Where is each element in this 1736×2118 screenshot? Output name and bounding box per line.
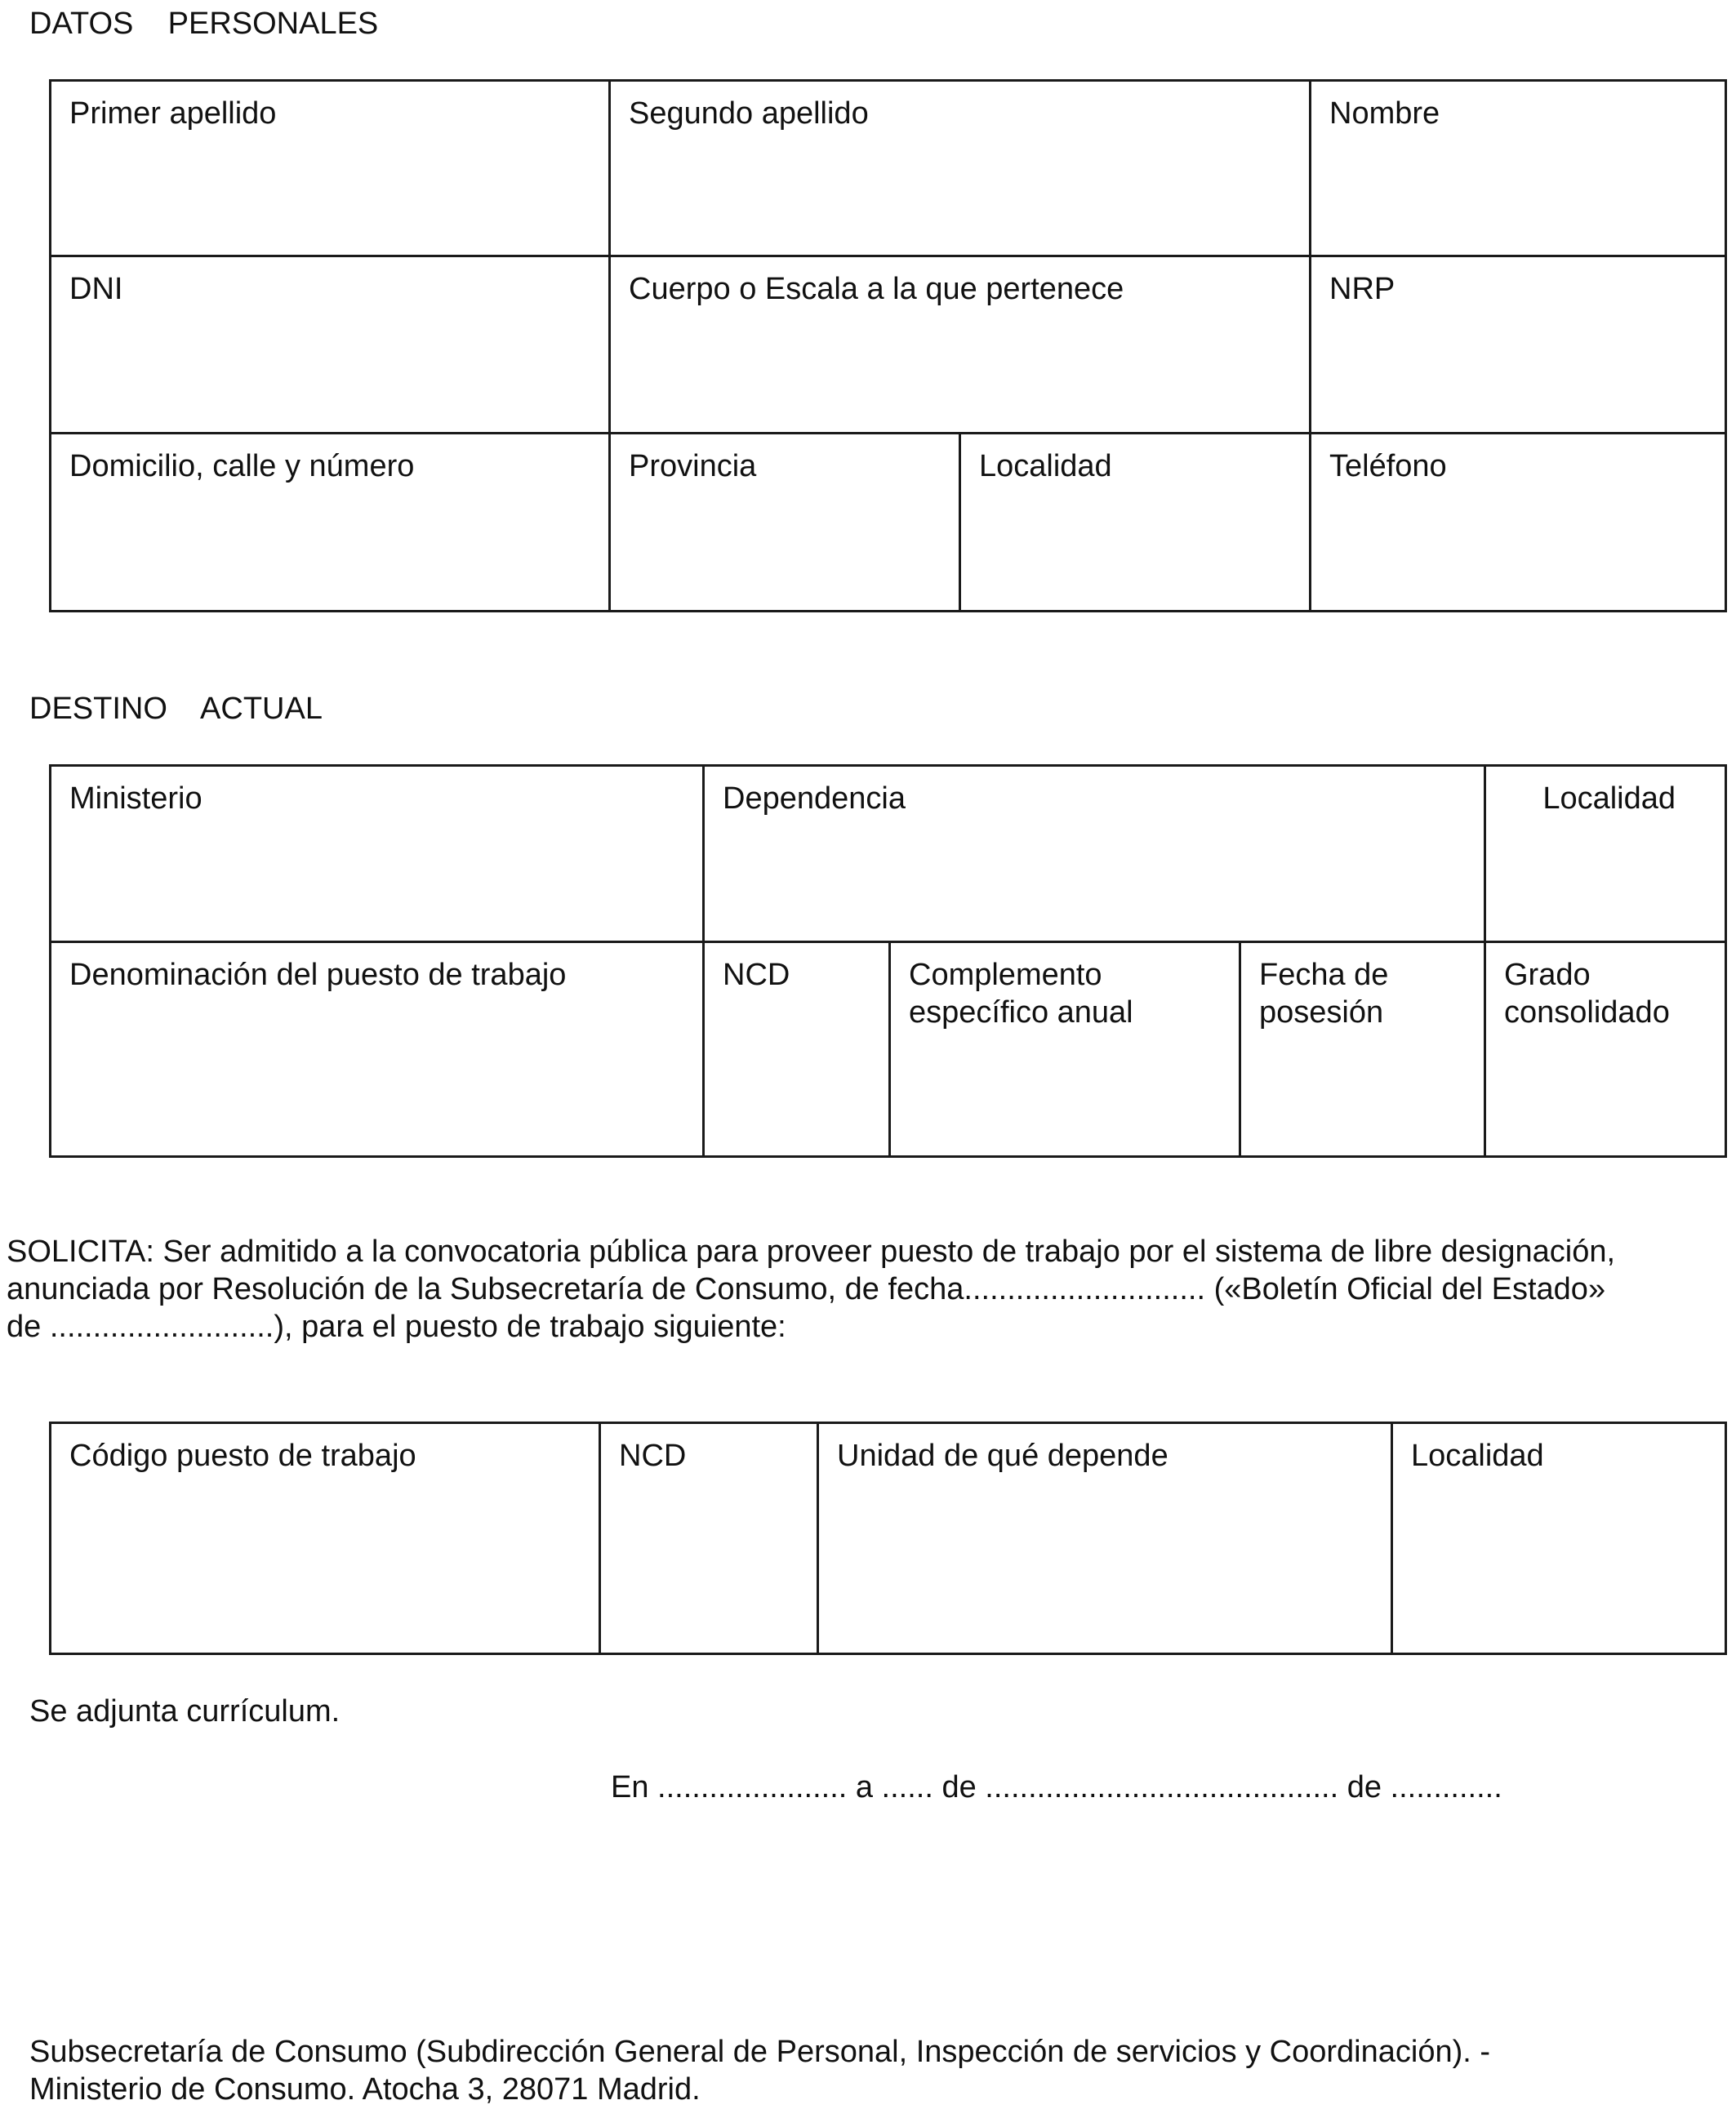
field-fecha-posesion[interactable]	[1239, 941, 1486, 1158]
label-telefono: Teléfono	[1329, 449, 1447, 483]
label-segundo-apellido: Segundo apellido	[629, 96, 869, 131]
field-dni[interactable]	[49, 255, 611, 434]
label-codigo-puesto: Código puesto de trabajo	[69, 1439, 416, 1473]
field-nrp[interactable]	[1309, 255, 1727, 434]
label-grado-consolidado: Grado consolidado	[1504, 958, 1670, 1030]
field-segundo-apellido[interactable]	[608, 79, 1311, 257]
label-ministerio: Ministerio	[69, 781, 203, 816]
solicita-paragraph: SOLICITA: Ser admitido a la convocatoria pública para proveer puesto de trabajo por el sistema de libre designación, anunciada por Resolución de la Subsecretaría de Consumo, de fecha............................ («Boletín Oficial del Estado» de ..........................), para el puesto de trabajo siguiente:	[7, 1235, 1616, 1344]
label-ncd-destino: NCD	[723, 958, 790, 992]
field-cuerpo-escala[interactable]	[608, 255, 1311, 434]
field-localidad-destino[interactable]	[1484, 764, 1727, 943]
label-cuerpo-escala: Cuerpo o Escala a la que pertenece	[629, 272, 1124, 306]
field-ncd-destino[interactable]	[702, 941, 891, 1158]
label-localidad-puesto: Localidad	[1411, 1439, 1544, 1473]
field-domicilio[interactable]	[49, 432, 611, 612]
section-title-destino-actual: DESTINO ACTUAL	[29, 692, 323, 726]
field-nombre[interactable]	[1309, 79, 1727, 257]
label-fecha-posesion: Fecha de posesión	[1259, 958, 1389, 1030]
field-provincia[interactable]	[608, 432, 961, 612]
label-denominacion-puesto: Denominación del puesto de trabajo	[69, 958, 567, 992]
footer-address: Subsecretaría de Consumo (Subdirección General de Personal, Inspección de servicios y Coordinación). - Ministerio de Consumo. Atocha 3, 28071 Madrid.	[29, 2035, 1491, 2107]
label-domicilio: Domicilio, calle y número	[69, 449, 415, 483]
lugar-fecha-line: En ...................... a ...... de ......................................... de .............	[611, 1770, 1502, 1804]
field-ncd-puesto[interactable]	[599, 1422, 819, 1655]
field-primer-apellido[interactable]	[49, 79, 611, 257]
field-grado-consolidado[interactable]	[1484, 941, 1727, 1158]
field-complemento-especifico[interactable]	[888, 941, 1241, 1158]
field-telefono[interactable]	[1309, 432, 1727, 612]
field-codigo-puesto[interactable]	[49, 1422, 601, 1655]
field-localidad-puesto[interactable]	[1391, 1422, 1727, 1655]
field-localidad-personal[interactable]	[959, 432, 1311, 612]
field-dependencia[interactable]	[702, 764, 1486, 943]
label-localidad-personal: Localidad	[979, 449, 1112, 483]
label-dni: DNI	[69, 272, 123, 306]
label-nombre: Nombre	[1329, 96, 1440, 131]
field-ministerio[interactable]	[49, 764, 705, 943]
label-complemento-especifico: Complemento específico anual	[909, 958, 1133, 1030]
label-localidad-destino: Localidad	[1542, 781, 1676, 816]
label-provincia: Provincia	[629, 449, 757, 483]
label-primer-apellido: Primer apellido	[69, 96, 277, 131]
field-denominacion-puesto[interactable]	[49, 941, 705, 1158]
label-unidad-depende: Unidad de qué depende	[837, 1439, 1168, 1473]
adjunta-curriculum: Se adjunta currículum.	[29, 1694, 341, 1729]
label-dependencia: Dependencia	[723, 781, 906, 816]
label-ncd-puesto: NCD	[619, 1439, 687, 1473]
field-unidad-depende[interactable]	[817, 1422, 1393, 1655]
label-nrp: NRP	[1329, 272, 1395, 306]
section-title-datos-personales: DATOS PERSONALES	[29, 7, 379, 41]
